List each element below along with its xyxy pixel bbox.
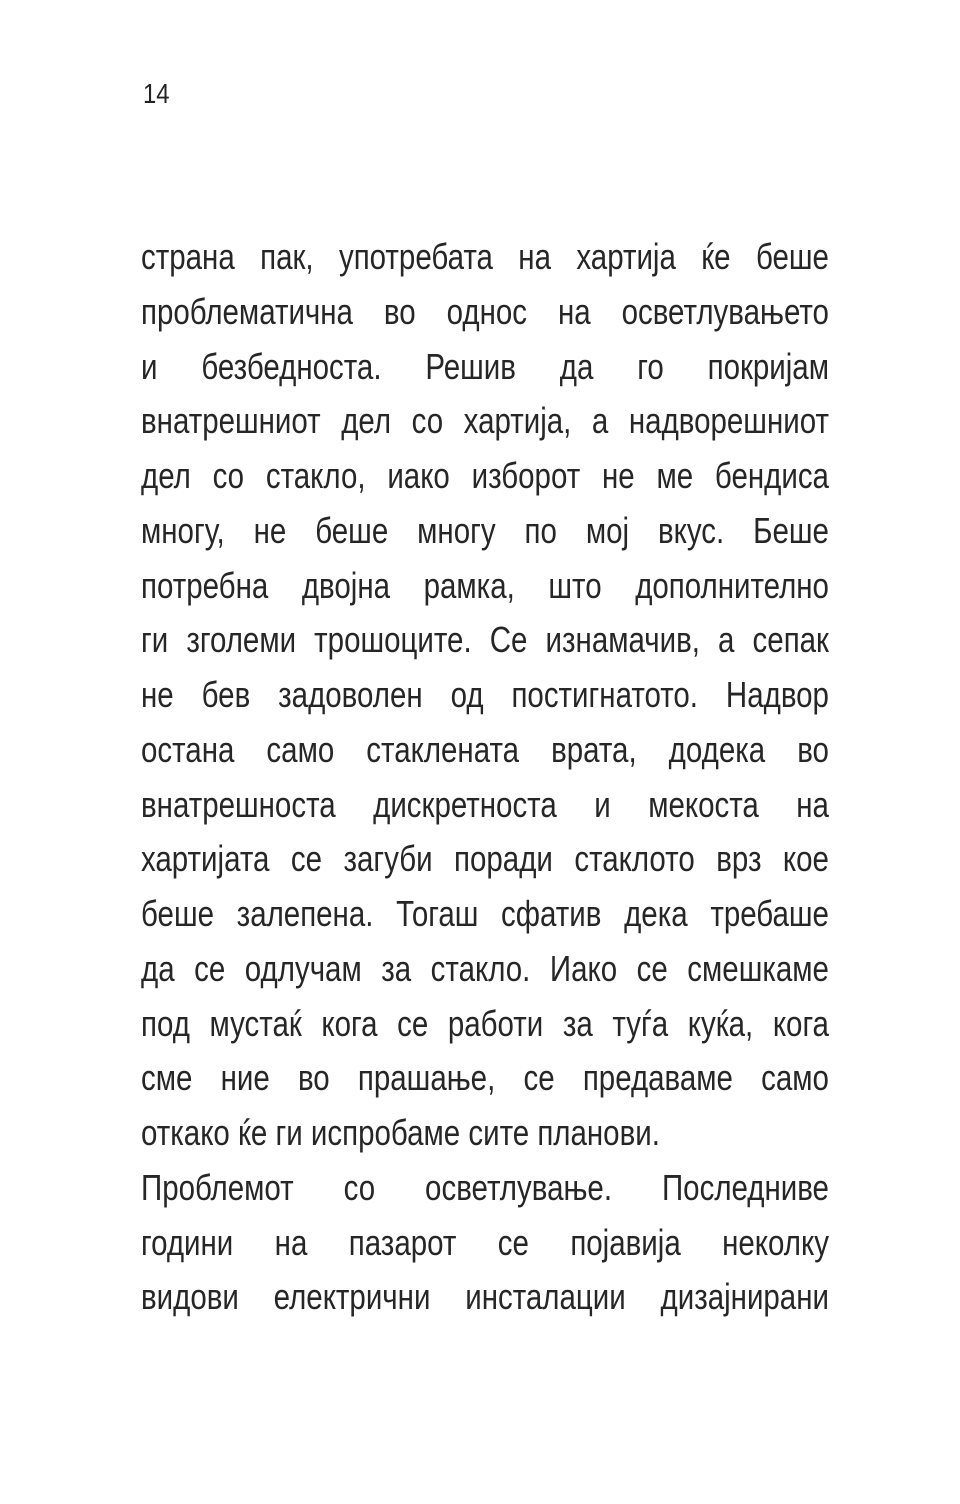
- body-text: [141, 230, 829, 1325]
- text-line: страна пак, употребата на хартија ќе беше: [141, 236, 829, 277]
- text-line: Проблемот со осветлување. Последниве: [141, 1166, 829, 1208]
- text-line: проблематична во однос на осветлувањето: [141, 290, 829, 332]
- text-line: потребна двојна рамка, што дополнително: [141, 564, 829, 606]
- text-line: да се одлучам за стакло. Иако се смешкаме: [141, 947, 829, 989]
- text-line: сме ние во прашање, се предаваме само: [141, 1057, 829, 1099]
- text-line: внатрешниот дел со хартија, а надворешниот: [141, 400, 829, 442]
- text-line: под мустаќ кога се работи за туѓа куќа, кога: [141, 1002, 829, 1044]
- page-number: 14: [143, 78, 170, 109]
- text-line: внатрешноста дискретноста и мекоста на: [141, 783, 829, 825]
- text-line: години на пазарот се појавија неколку: [141, 1221, 829, 1263]
- text-line: и безбедноста. Решив да го покријам: [141, 345, 829, 387]
- text-line: беше залепена. Тогаш сфатив дека требаше: [141, 893, 829, 934]
- text-line: многу, не беше многу по мој вкус. Беше: [141, 509, 829, 551]
- text-line: ги зголеми трошоците. Се изнамачив, а сепак: [141, 619, 829, 661]
- text-line: видови електрични инсталации дизајнирани: [141, 1276, 829, 1318]
- text-line: дел со стакло, иако изборот не ме бендиса: [141, 455, 829, 496]
- text-line: не бев задоволен од постигнатото. Надвор: [141, 674, 829, 715]
- text-line: хартијата се загуби поради стаклото врз кое: [141, 838, 829, 880]
- text-line: остана само стаклената врата, додека во: [141, 728, 829, 770]
- text-line: откако ќе ги испробаме сите планови.: [141, 1112, 660, 1153]
